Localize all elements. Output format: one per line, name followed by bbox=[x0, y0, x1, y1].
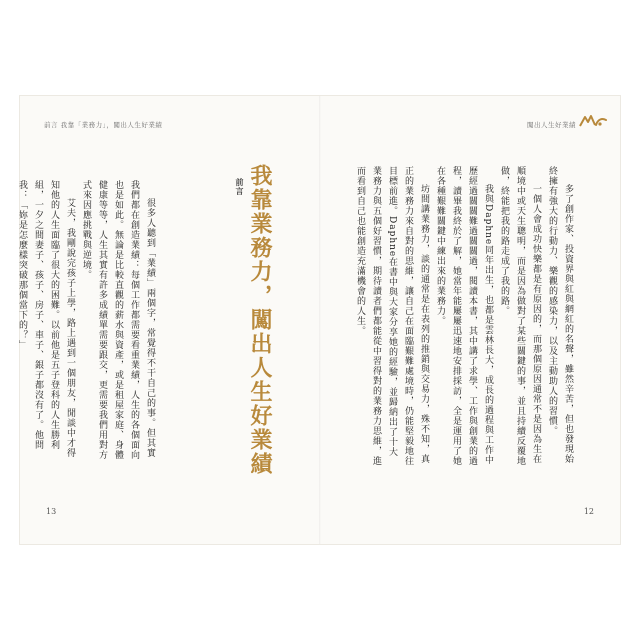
left-paragraph-1: 很多人聽到「業績」兩個字，常覺得不干自己的事。但其實我們都在創造業績：每個工作都需要看重業績，人生的各個面向也是如此。無論是比較直觀的薪水與資產，或是租屋家庭、身體健康等等，人生其實有許多成績單需要跟交，更需要我們用對方式來因應挑戰與逆境。 bbox=[81, 180, 155, 460]
book-spread bbox=[17, 96, 620, 544]
right-paragraph-1: 多了創作家、投資界與紅與網紅的名聲，雖然辛苦，但也發現始終擁有強大的行動力、樂觀的感染力，以及主動助人的習慣。 bbox=[547, 166, 573, 464]
right-paragraph-4: 坊間講業務力，談的通常是在表列的推銷與交易力，殊不知，真正的業務力來自對的思維，讓自己在面臨艱難處境時，仍能堅毅地往目標前進。Daphne在書中與大家分享她的經驗，並歸納出了十大業務力與五個好習慣，期待讀者們都能從中習得對的業務力思維，進而看到自己也能創造充滿機會的人生。 bbox=[355, 166, 429, 466]
left-paragraph-2: 艾夫，我剛說完孩子上學，路上遇到一個朋友，閒談中才得知他的人生面臨了很大的困難。以前他是五子登科的人生勝利組，一夕之間妻子、孩子、房子、車子、銀子都沒有了。他問我：「妳是怎麼樣突破那個當下的？」 bbox=[17, 180, 75, 458]
right-running-head: 闖出人生好業績 bbox=[527, 121, 576, 129]
left-running-head: 前言 我靠「業務力」，闖出人生好業績 bbox=[44, 121, 163, 129]
left-page-number: 13 bbox=[46, 507, 57, 516]
right-page-number: 12 bbox=[583, 507, 594, 516]
right-paragraph-2: 一個人會成功快樂都是有原因的，而那個原因通常不是因為生在順境中或天生聰明，而是因為做對了某些關鍵的事，並且持續反覆地做，終能把我的路走成了我的路。 bbox=[499, 166, 541, 466]
right-body-text bbox=[344, 166, 576, 466]
right-page bbox=[320, 96, 620, 544]
right-paragraph-3: 我與Daphne同年出生，也都是雲林長大，成長的過程與工作中歷經過關關難過關關過，閱讀本書，其中講了求學、工作與創業的過程，讀畢我終於了解，她當年能屢屢迅速地安排採訪，全是運用了她在各種艱難關鍵中練出來的業務力。 bbox=[435, 166, 493, 466]
chapter-title: 我靠業務力，闖出人生好業績 bbox=[247, 164, 273, 476]
publisher-logo-icon bbox=[578, 113, 608, 129]
left-body-text bbox=[17, 180, 158, 460]
chapter-label: 前言 bbox=[235, 178, 245, 196]
left-page bbox=[17, 96, 320, 544]
